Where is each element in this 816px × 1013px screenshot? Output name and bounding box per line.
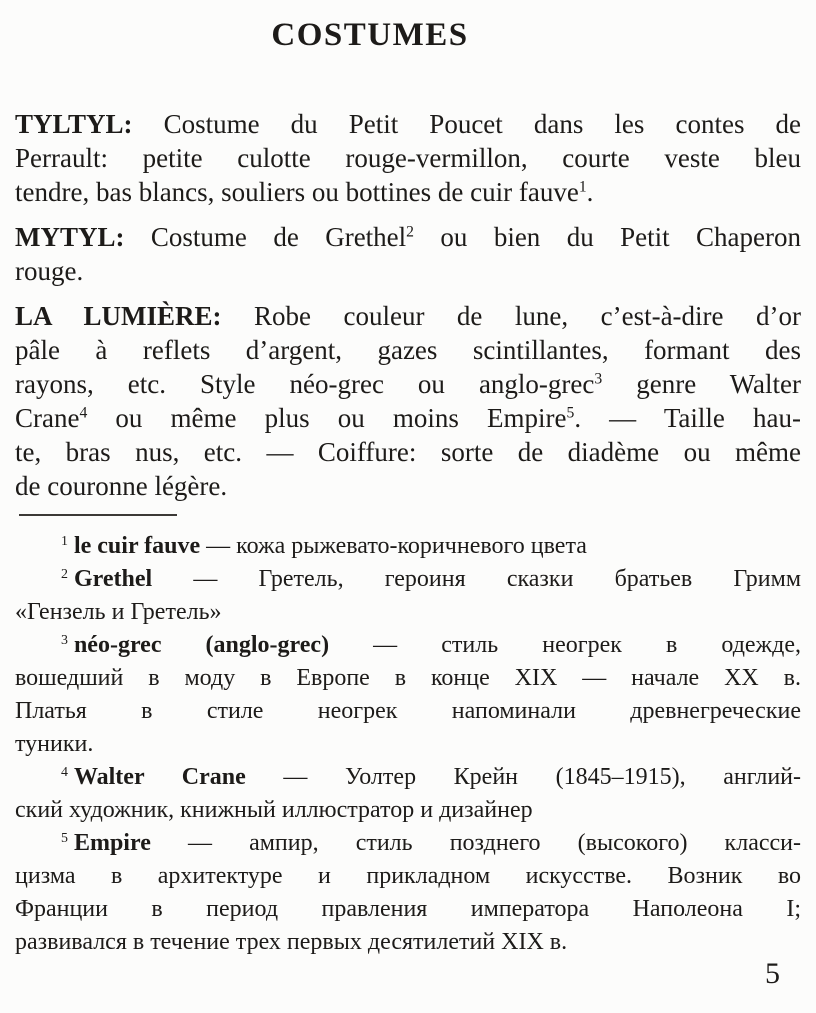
text-segment: Платья в стиле неогрек напоминали древнегреческие	[15, 698, 801, 724]
text-line	[15, 761, 801, 794]
text-segment: te, bras nus, etc. — Coiffure: sorte de diadème ou même	[15, 437, 801, 467]
text-line	[15, 254, 801, 288]
text-segment: ou même plus ou moins Empire	[87, 403, 567, 433]
text-line	[15, 299, 801, 333]
text-line	[15, 662, 801, 695]
text-segment: Robe couleur de lune, c’est-à-dire d’or	[221, 301, 801, 331]
text-line	[15, 629, 801, 662]
bold-term: Empire	[73, 830, 151, 856]
text-segment: genre Walter	[602, 369, 801, 399]
text-segment: rouge.	[15, 256, 84, 286]
footnote-4	[15, 761, 801, 827]
text-line	[15, 926, 801, 959]
text-line	[15, 827, 801, 860]
text-line	[15, 860, 801, 893]
text-segment: tendre, bas blancs, souliers ou bottines de cuir fauve	[15, 177, 579, 207]
bold-term: MYTYL:	[15, 222, 125, 252]
bold-term: le cuir fauve	[73, 533, 201, 559]
footnote-ref: 4	[61, 764, 68, 780]
text-segment: — Уолтер Крейн (1845–1915), англий-	[245, 764, 801, 790]
text-line	[15, 220, 801, 254]
text-line	[15, 469, 801, 503]
text-line	[15, 893, 801, 926]
footnote-ref: 2	[61, 566, 68, 582]
text-segment: развивался в течение трех первых десятилетий XIX в.	[15, 929, 568, 955]
bold-term: Grethel	[73, 566, 153, 592]
text-segment: .	[586, 177, 594, 207]
paragraph-tyltyl	[15, 107, 801, 209]
page-number: 5	[765, 957, 780, 990]
text-segment: — ампир, стиль позднего (высокого) класси-	[150, 830, 801, 856]
bold-term: néo-grec (anglo-grec)	[73, 632, 330, 658]
bold-term: TYLTYL:	[15, 109, 133, 139]
text-line	[15, 695, 801, 728]
text-segment: туники.	[15, 731, 94, 757]
text-segment: «Гензель и Гретель»	[15, 599, 222, 625]
text-segment: вошедший в моду в Европе в конце XIX — начале XX в.	[15, 665, 801, 691]
text-segment: — кожа рыжевато-коричневого цвета	[200, 533, 587, 559]
text-line	[15, 333, 801, 367]
footnote-ref: 1	[61, 533, 68, 549]
text-line	[15, 530, 801, 563]
footnote-3	[15, 629, 801, 761]
footnotes	[15, 530, 801, 959]
footnote-2	[15, 563, 801, 629]
footnote-ref: 2	[406, 223, 414, 241]
text-segment: — Гретель, героиня сказки братьев Гримм	[152, 566, 801, 592]
text-segment: . — Taille hau-	[574, 403, 801, 433]
bold-term: Walter Crane	[73, 764, 246, 790]
text-segment: Crane	[15, 403, 80, 433]
text-segment: rayons, etc. Style néo-grec ou anglo-grec	[15, 369, 595, 399]
footnote-ref: 5	[61, 830, 68, 846]
main-text	[15, 107, 801, 503]
text-segment: ou bien du Petit Chaperon	[414, 222, 801, 252]
text-segment: Perrault: petite culotte rouge-vermillon, courte veste bleu	[15, 143, 801, 173]
footnote-5	[15, 827, 801, 959]
text-line	[15, 401, 801, 435]
footnote-1	[15, 530, 801, 563]
book-page	[0, 13, 816, 1013]
text-line	[15, 794, 801, 827]
text-line	[15, 728, 801, 761]
text-line	[15, 175, 801, 209]
page-title: COSTUMES	[271, 17, 469, 53]
text-segment: pâle à reflets d’argent, gazes scintillantes, formant des	[15, 335, 801, 365]
text-segment: цизма в архитектуре и прикладном искусстве. Возник во	[15, 863, 801, 889]
text-line	[15, 596, 801, 629]
bold-term: LA LUMIÈRE:	[15, 301, 222, 331]
text-segment: Costume de Grethel	[124, 222, 407, 252]
paragraph-la-lumiere	[15, 299, 801, 503]
footnote-ref: 5	[566, 404, 575, 422]
footnote-ref: 4	[79, 404, 88, 422]
footnote-ref: 1	[578, 178, 587, 196]
text-line	[15, 367, 801, 401]
paragraph-mytyl	[15, 220, 801, 288]
text-line	[15, 141, 801, 175]
footnote-ref: 3	[61, 632, 68, 648]
text-line	[15, 563, 801, 596]
footnote-separator-rule	[19, 514, 177, 516]
text-segment: de couronne légère.	[15, 471, 228, 501]
text-segment: ский художник, книжный иллюстратор и дизайнер	[15, 797, 533, 823]
text-segment: Costume du Petit Poucet dans les contes de	[132, 109, 801, 139]
text-segment: Франции в период правления императора Наполеона I;	[15, 896, 801, 922]
text-segment: — стиль неогрек в одежде,	[329, 632, 802, 658]
text-line	[15, 435, 801, 469]
text-line	[15, 107, 801, 141]
footnote-ref: 3	[594, 370, 603, 388]
